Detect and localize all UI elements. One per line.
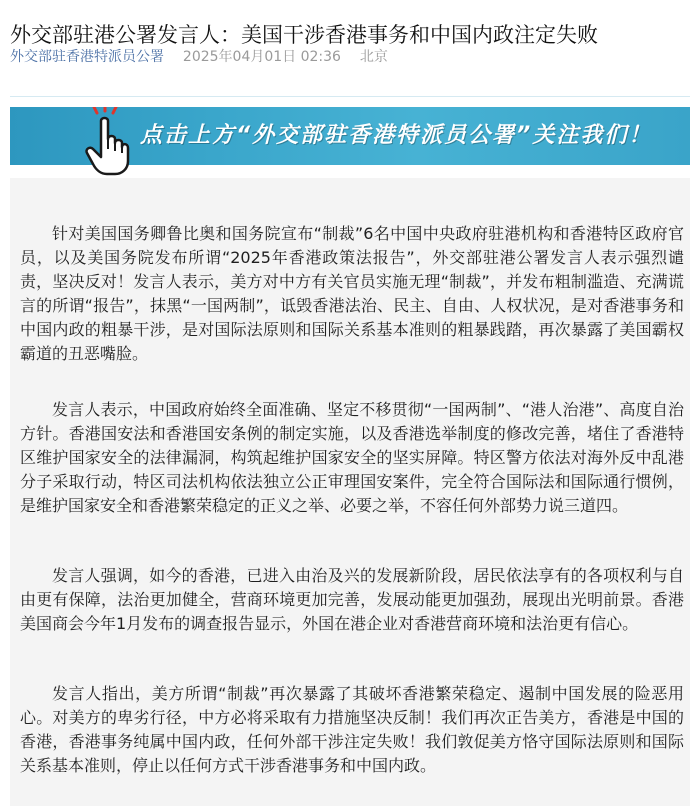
publish-location: 北京: [359, 49, 388, 65]
article-body: [10, 178, 690, 806]
follow-banner-strip: [10, 107, 690, 165]
account-name-link[interactable]: 外交部驻香港特派员公署: [10, 49, 164, 65]
paragraph-1: 针对美国国务卿鲁比奥和国务院宣布“制裁”6名中国中央政府驻港机构和香港特区政府官员，以及美国务院发布所谓“2025年香港政策法报告”，外交部驻港公署发言人表示强烈谴责，坚决反对！发言人表示，美方对中方有关官员实施无理“制裁”，并发布粗制滥造、充满谎言的所谓“报告”，抹黑“一国两制”，诋毁香港法治、民主、自由、人权状况，是对香港事务和中国内政的粗暴干涉，是对国际法原则和国际关系基本准则的粗暴践踏，再次暴露了美国霸权霸道的丑恶嘴脸。: [20, 224, 684, 363]
paragraph-4: 发言人指出，美方所谓“制裁”再次暴露了其破坏香港繁荣稳定、遏制中国发展的险恶用心。对美方的卑劣行径，中方必将采取有力措施坚决反制！我们再次正告美方，香港是中国的香港，香港事务纯属中国内政，任何外部干涉注定失败！我们敦促美方恪守国际法原则和国际关系基本准则，停止以任何方式干涉香港事务和中国内政。: [20, 684, 684, 775]
pointing-hand-icon: [75, 107, 135, 177]
follow-slogan: 点击上方“外交部驻香港特派员公署”关注我们！: [140, 123, 653, 148]
article-meta: [10, 47, 388, 67]
paragraph-3: 发言人强调，如今的香港，已进入由治及兴的发展新阶段，居民依法享有的各项权利与自由更有保障，法治更加健全，营商环境更加完善，发展动能更加强劲，展现出光明前景。香港美国商会今年1月发布的调查报告显示，外国在港企业对香港营商环境和法治更有信心。: [20, 566, 684, 633]
follow-banner[interactable]: [10, 96, 690, 179]
publish-time: 2025年04月01日 02:36: [182, 49, 341, 65]
paragraph-2: 发言人表示，中国政府始终全面准确、坚定不移贯彻“一国两制”、“港人治港”、高度自治方针。香港国安法和香港国安条例的制定实施，以及香港选举制度的修改完善，堵住了香港特区维护国家安全的法律漏洞，构筑起维护国家安全的坚实屏障。特区警方依法对海外反中乱港分子采取行动，特区司法机构依法独立公正审理国安案件，完全符合国际法和国际通行惯例，是维护国家安全和香港繁荣稳定的正义之举、必要之举，不容任何外部势力说三道四。: [20, 400, 684, 515]
article-title: 外交部驻港公署发言人：美国干涉香港事务和中国内政注定失败: [10, 23, 598, 48]
